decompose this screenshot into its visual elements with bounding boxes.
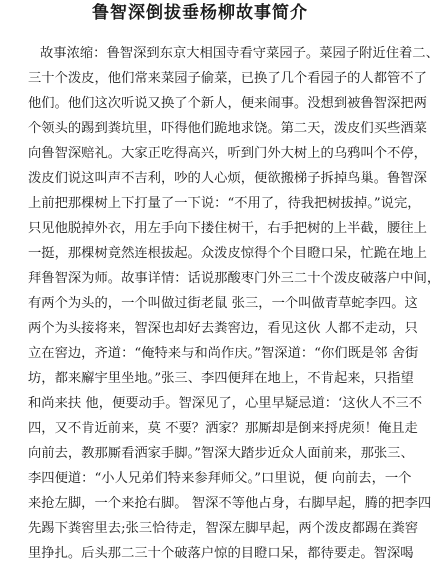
text-line: 先踢下粪窖里去;张三恰待走，智深左脚早起，两个泼皮都踢在粪窖 bbox=[28, 521, 419, 536]
text-line: 向鲁智深赔礼。大家正吃得高兴，听到门外大树上的乌鸦叫个不停， bbox=[28, 146, 427, 161]
text-line: 李四便道：“小人兄弟们特来参拜师父。”口里说，便 向前去，一个 bbox=[28, 471, 412, 486]
text-line: 四，又不肯近前来，莫 不要？洒家？那厮却是倒来捋虎须！俺且走 bbox=[28, 421, 418, 436]
text-line: 立在窖边，齐道：“俺特来与和尚作庆。”智深道：“你们既是邻 舍街 bbox=[28, 346, 419, 361]
text-line: 有两个为头的，一个叫做过街老鼠 张三，一个叫做青草蛇李四。这 bbox=[28, 296, 418, 311]
document-title: 鲁智深倒拔垂杨柳故事简介 bbox=[92, 3, 308, 23]
text-line: 一挺，那棵树竟然连根拔起。众泼皮惊得个个目瞪口呆，忙跪在地上 bbox=[28, 246, 427, 261]
text-line: 来抢左脚，一个来抢右脚。 智深不等他占身，右脚早起，腾的把李四 bbox=[28, 496, 432, 511]
text-line: 拜鲁智深为师。故事详情：话说那酸枣门外三二十个泼皮破落户中间， bbox=[28, 271, 440, 286]
text-line: 和尚来扶 他，便要动手。智深见了，心里早疑忌道：‘这伙人不三不 bbox=[28, 396, 423, 411]
text-line: 只见他脱掉外衣，用左手向下搂住树干，右手把树的上半截，腰往上 bbox=[28, 221, 427, 236]
text-line: 向前去，教那厮看洒家手脚。”智深大踏步近众人面前来，那张三、 bbox=[28, 446, 414, 461]
text-line: 上前把那棵树上下打量了一下说：“不用了，待我把树拔掉。”说完， bbox=[28, 196, 421, 211]
text-line: 个领头的踢到粪坑里，吓得他们跪地求饶。第二天，泼皮们买些酒菜 bbox=[28, 121, 427, 136]
text-line: 故事浓缩：鲁智深到东京大相国寺看守菜园子。菜园子附近住着二、 bbox=[40, 46, 439, 61]
text-line: 他们。他们这次听说又换了个新人，便来闹事。没想到被鲁智深把两 bbox=[28, 96, 427, 111]
text-line: 坊，都来廨宇里坐地。”张三、李四便拜在地上，不肯起来，只指望 bbox=[28, 371, 414, 386]
text-line: 三十个泼皮，他们常来菜园子偷菜，已换了几个看园子的人都管不了 bbox=[28, 71, 427, 86]
text-line: 两个为头接将来，智深也却好去粪窖边，看见这伙 人都不走动，只 bbox=[28, 321, 418, 336]
text-line: 里挣扎。后头那二三十个破落户惊的目瞪口呆，都待要走。智深喝 bbox=[28, 546, 414, 561]
text-line: 泼皮们说这叫声不吉利，吵的人心烦，便欲搬梯子拆掉鸟巢。鲁智深 bbox=[28, 171, 427, 186]
